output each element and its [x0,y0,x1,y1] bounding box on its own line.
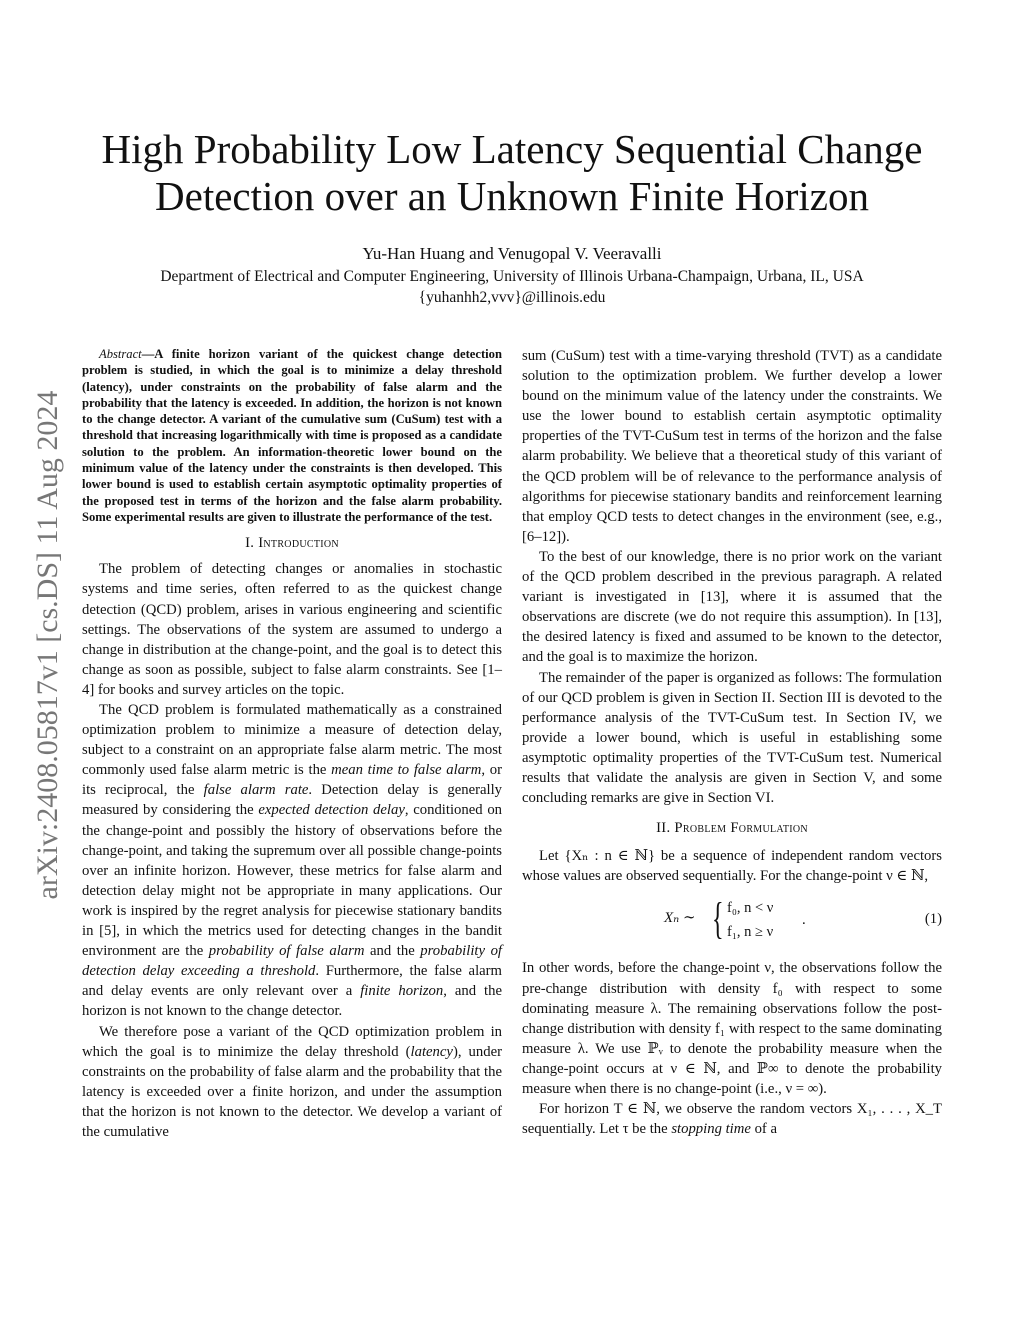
intro-paragraph-5: The remainder of the paper is organized as follows: The formulation of our QCD problem is given in Section II. Section III is devoted to the performance analysis of the TVT-CuSum test. In Section IV, we provide a lower bound, which is useful in establishing some asymptotic optimality properties of the TVT-CuSum test. Numerical results that validate the analysis are given in Section V, and some concluding remarks are give in Section VI. [522,669,942,807]
title-line-2: Detection over an Unknown Finite Horizon [155,173,869,219]
abstract-label: Abstract [99,347,142,361]
equation-case-1: f₀, n < ν [727,900,774,917]
equation-period: . [802,912,806,929]
arxiv-identifier: arXiv:2408.05817v1 [cs.DS] 11 Aug 2024 [31,390,64,900]
section-heading-introduction: I. Introduction [245,535,339,552]
intro-paragraph-2: The QCD problem is formulated mathematically as a constrained optimization problem to minimize a measure of detection delay, subject to a constraint on an appropriate false alarm metric. The most commonly used false alarm metric is the mean time to false alarm, or its reciprocal, the false alarm rate. Detection delay is generally measured by considering the expected detection delay, conditioned on the change-point and possibly the history of observations before the change-point, and taking the supremum over all possible change-points over an infinite horizon. However, these metrics for false alarm and detection delay might not be appropriate in many applications. Our work is inspired by the regret analysis for piecewise stationary bandits in [5], in which the metrics used for detecting changes in the bandit environment are the probability of false alarm and the probability of detection delay exceeding a threshold. Furthermore, the false alarm and delay events are only relevant over a finite horizon, and the horizon is not known to the change detector. [82,702,503,1020]
equation-lhs: Xₙ ∼ [664,910,696,927]
equation-1 [522,892,942,952]
authors: Yu-Han Huang and Venugopal V. Veeravalli [362,244,662,263]
equation-number: (1) [924,911,942,928]
equation-brace: { [712,894,724,944]
intro-paragraph-3-continued: sum (CuSum) test with a time-varying threshold (TVT) as a candidate solution to the optimization problem. We further develop a lower bound on the minimum value of the latency under the constraints. We use the lower bound to establish certain asymptotic optimality properties of the TVT-CuSum test in terms of the horizon and the false alarm probability. We believe that a theoretical study of this variant of the QCD problem will be of relevance to the performance analysis of algorithms for piecewise stationary bandits and reinforcement learning that employ QCD tests to detect changes in the environment (see, e.g., [6–12]). [522,348,942,545]
title-line-1: High Probability Low Latency Sequential Change [101,126,923,172]
section-heading-problem-formulation: II. Problem Formulation [656,820,808,837]
abstract [82,346,502,525]
abstract-text: —A finite horizon variant of the quickest change detection problem is studied, in which the goal is to minimize a delay threshold (latency), under constraints on the probability of false alarm and the probability that the latency is exceeded. In addition, the horizon is not known to the change detector. A variant of the cumulative sum (CuSum) test with a threshold that increasing logarithmically with time is proposed as a candidate solution to the problem. An information-theoretic lower bound on the minimum value of the latency under the constraints is then developed. This lower bound is used to establish certain asymptotic optimality properties of the proposed test in terms of the horizon and the false alarm probability. Some experimental results are given to illustrate the performance of the test. [82,347,502,524]
right-column [522,346,942,1139]
paper-title [60,126,964,220]
formulation-paragraph-1: Let {Xₙ : n ∈ ℕ} be a sequence of independent random vectors whose values are observed sequentially. For the change-point ν ∈ ℕ, [522,848,942,885]
intro-paragraph-3: We therefore pose a variant of the QCD optimization problem in which the goal is to minimize the delay threshold (latency), under constraints on the probability of false alarm and the probability that the latency is exceeded over a finite horizon, and under the assumption that the horizon is not known to the detector. We develop a variant of the cumulative [82,1023,502,1140]
intro-paragraph-1: The problem of detecting changes or anomalies in stochastic systems and time series, often referred to as the quickest change detection (QCD) problem, arises in various engineering and scientific settings. The observations of the system are assumed to undergo a change in distribution at the change-point, and the goal is to detect this change as soon as possible, subject to false alarm constraints. See [1–4] for books and survey articles on the topic. [82,561,502,698]
author-email: {yuhanhh2,vvv}@illinois.edu [418,289,606,306]
affiliation: Department of Electrical and Computer Engineering, University of Illinois Urbana-Champaign, Urbana, IL, USA [160,268,864,285]
formulation-paragraph-3: For horizon T ∈ ℕ, we observe the random vectors X₁, . . . , X_T sequentially. Let τ be the stopping time of a [522,1101,942,1138]
intro-paragraph-4: To the best of our knowledge, there is no prior work on the variant of the QCD problem described in the previous paragraph. A related variant is investigated in [13], where it is assumed that the observations are discrete (we do not require this assumption). In [13], the desired latency is fixed and assumed to be known to the detector, and the goal is to maximize the horizon. [522,548,942,666]
left-column [82,346,502,1142]
equation-case-2: f₁, n ≥ ν [727,924,774,941]
formulation-paragraph-2: In other words, before the change-point ν, the observations follow the pre-change distribution with density f₀ with respect to some dominating measure λ. The remaining observations follow the post-change distribution with density f₁ with respect to the same dominating measure λ. We use ℙᵥ to denote the probability measure when the change-point occurs at ν ∈ ℕ, and ℙ∞ to denote the probability measure when there is no change-point (i.e., ν = ∞). [522,960,942,1097]
